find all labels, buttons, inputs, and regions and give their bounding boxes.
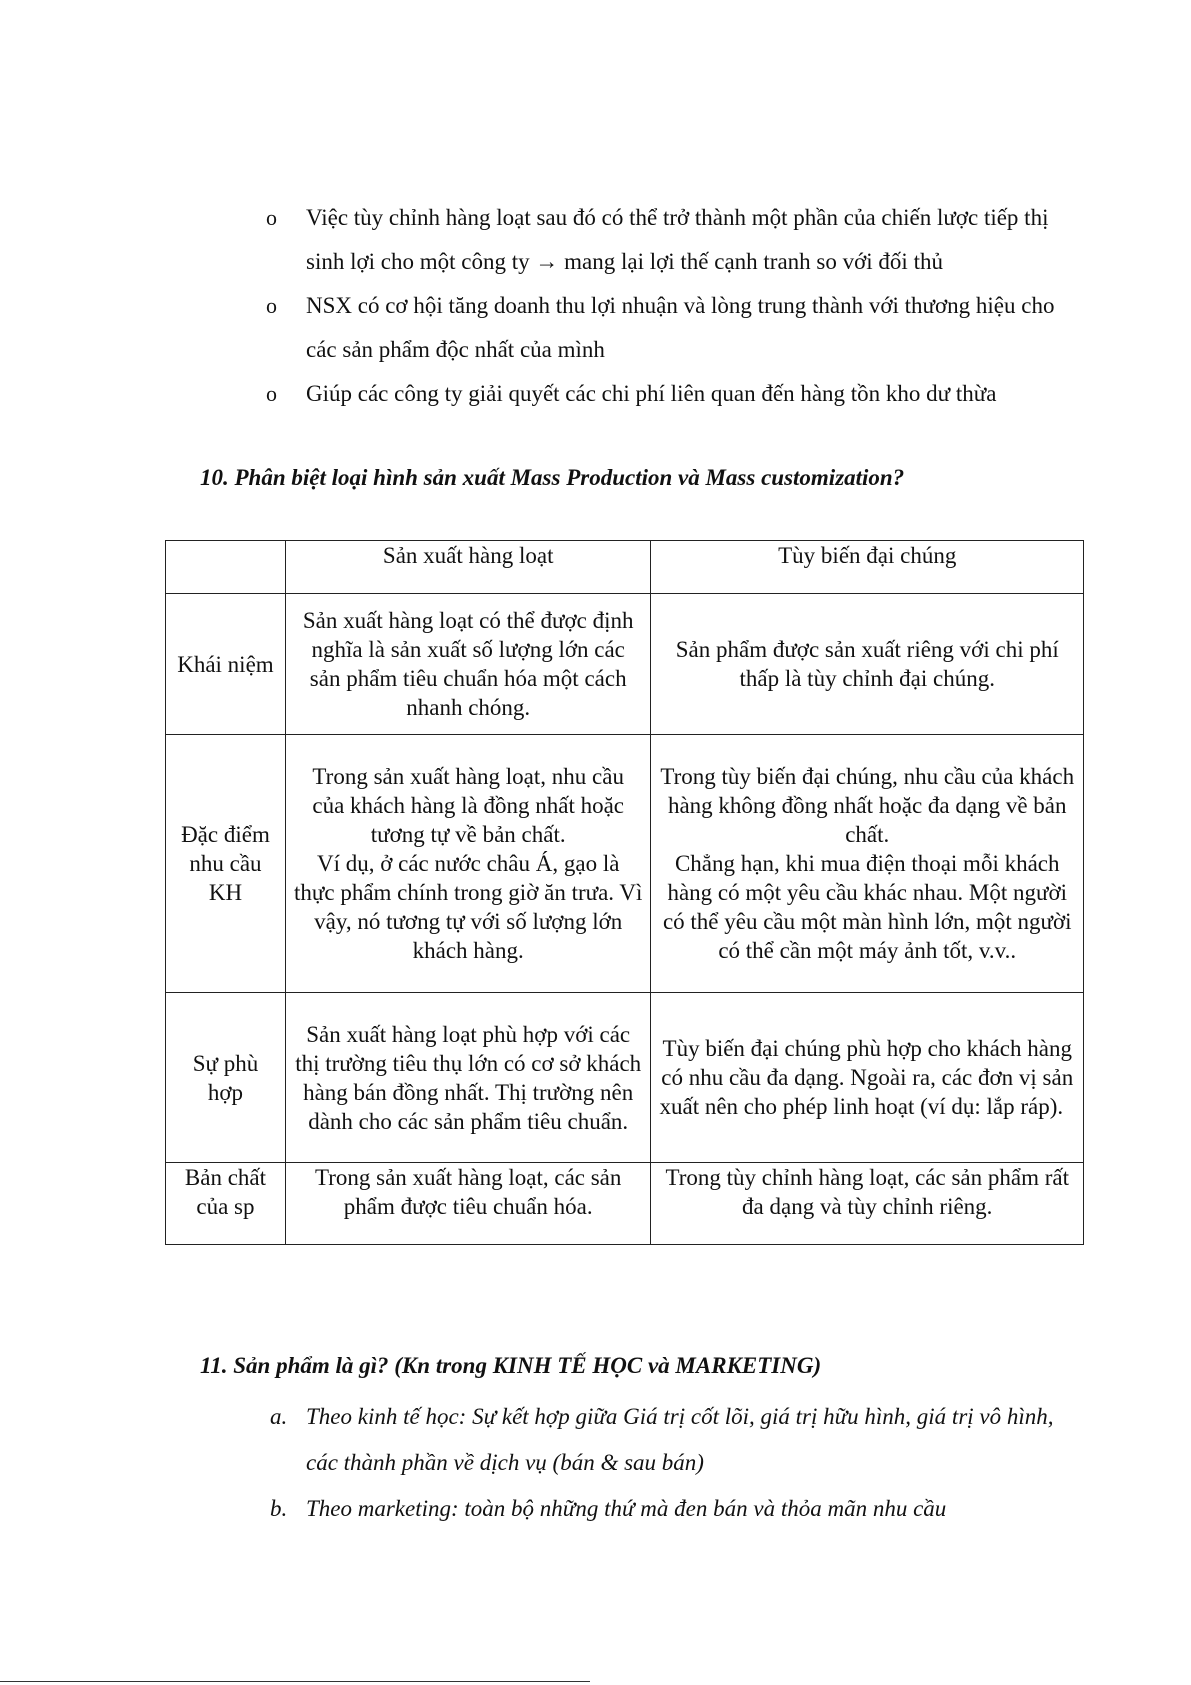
answer-text: Theo marketing: toàn bộ những thứ mà đen bán và thỏa mãn nhu cầu <box>306 1496 947 1521</box>
mass-customization-cell: Tùy biến đại chúng phù hợp cho khách hàng có nhu cầu đa dạng. Ngoài ra, các đơn vị sản xuất nên cho phép linh hoạt (ví dụ: lắp ráp). <box>651 993 1084 1163</box>
header-cell-mass-customization: Tùy biến đại chúng <box>651 541 1084 594</box>
table-row <box>166 594 1084 735</box>
list-item <box>270 1394 1090 1486</box>
mass-production-cell: Sản xuất hàng loạt phù hợp với các thị trường tiêu thụ lớn có cơ sở khách hàng bán đồng nhất. Thị trường nên dành cho các sản phẩm tiêu chuẩn. <box>285 993 651 1163</box>
question-10-heading: 10. Phân biệt loại hình sản xuất Mass Production và Mass customization? <box>200 465 905 490</box>
bullet-text: NSX có cơ hội tăng doanh thu lợi nhuận và lòng trung thành với thương hiệu cho các sản phẩm độc nhất của mình <box>306 293 1055 362</box>
mass-production-cell: Sản xuất hàng loạt có thể được định nghĩa là sản xuất số lượng lớn các sản phẩm tiêu chuẩn hóa một cách nhanh chóng. <box>285 594 651 735</box>
table-row <box>166 735 1084 993</box>
answer-label: a. <box>270 1404 288 1429</box>
mass-production-cell: Trong sản xuất hàng loạt, các sản phẩm được tiêu chuẩn hóa. <box>285 1163 651 1245</box>
table-row <box>166 993 1084 1163</box>
header-cell-empty <box>166 541 286 594</box>
question-11-heading: 11. Sản phẩm là gì? (Kn trong KINH TẾ HỌC và MARKETING) <box>200 1353 822 1378</box>
list-item <box>266 196 1086 284</box>
row-label: Khái niệm <box>166 594 286 735</box>
mass-customization-cell: Trong tùy chỉnh hàng loạt, các sản phẩm rất đa dạng và tùy chỉnh riêng. <box>651 1163 1084 1245</box>
list-item <box>270 1486 1090 1532</box>
mass-customization-cell: Sản phẩm được sản xuất riêng với chi phí thấp là tùy chỉnh đại chúng. <box>651 594 1084 735</box>
answer-list <box>270 1394 1090 1532</box>
mass-production-cell: Trong sản xuất hàng loạt, nhu cầu của khách hàng là đồng nhất hoặc tương tự về bản chất. Ví dụ, ở các nước châu Á, gạo là thực phẩm chính trong giờ ăn trưa. Vì vậy, nó tương tự với số lượng lớn khách hàng. <box>285 735 651 993</box>
answer-text: Theo kinh tế học: Sự kết hợp giữa Giá trị cốt lõi, giá trị hữu hình, giá trị vô hình, các thành phần về dịch vụ (bán & sau bán) <box>306 1404 1054 1475</box>
list-item <box>266 372 1086 416</box>
answer-label: b. <box>270 1496 288 1521</box>
footer-divider <box>0 1681 590 1682</box>
row-label: Sự phù hợp <box>166 993 286 1163</box>
comparison-table <box>165 540 1084 1245</box>
table-header-row <box>166 541 1084 594</box>
mass-customization-cell: Trong tùy biến đại chúng, nhu cầu của khách hàng không đồng nhất hoặc đa dạng về bản chất. Chẳng hạn, khi mua điện thoại mỗi khách hàng có một yêu cầu khác nhau. Một người có thể yêu cầu một màn hình lớn, một người có thể cần một máy ảnh tốt, v.v.. <box>651 735 1084 993</box>
header-cell-mass-production: Sản xuất hàng loạt <box>285 541 651 594</box>
bullet-text: Việc tùy chỉnh hàng loạt sau đó có thể trở thành một phần của chiến lược tiếp thị sinh lợi cho một công ty → mang lại lợi thế cạnh tranh so với đối thủ <box>306 205 1049 274</box>
bullet-mark: o <box>266 205 277 230</box>
row-label: Đặc điểm nhu cầu KH <box>166 735 286 993</box>
bullet-text: Giúp các công ty giải quyết các chi phí liên quan đến hàng tồn kho dư thừa <box>306 381 997 406</box>
bullet-list <box>266 196 1086 416</box>
row-label: Bản chất của sp <box>166 1163 286 1245</box>
bullet-mark: o <box>266 293 277 318</box>
bullet-mark: o <box>266 381 277 406</box>
list-item <box>266 284 1086 372</box>
table-row <box>166 1163 1084 1245</box>
